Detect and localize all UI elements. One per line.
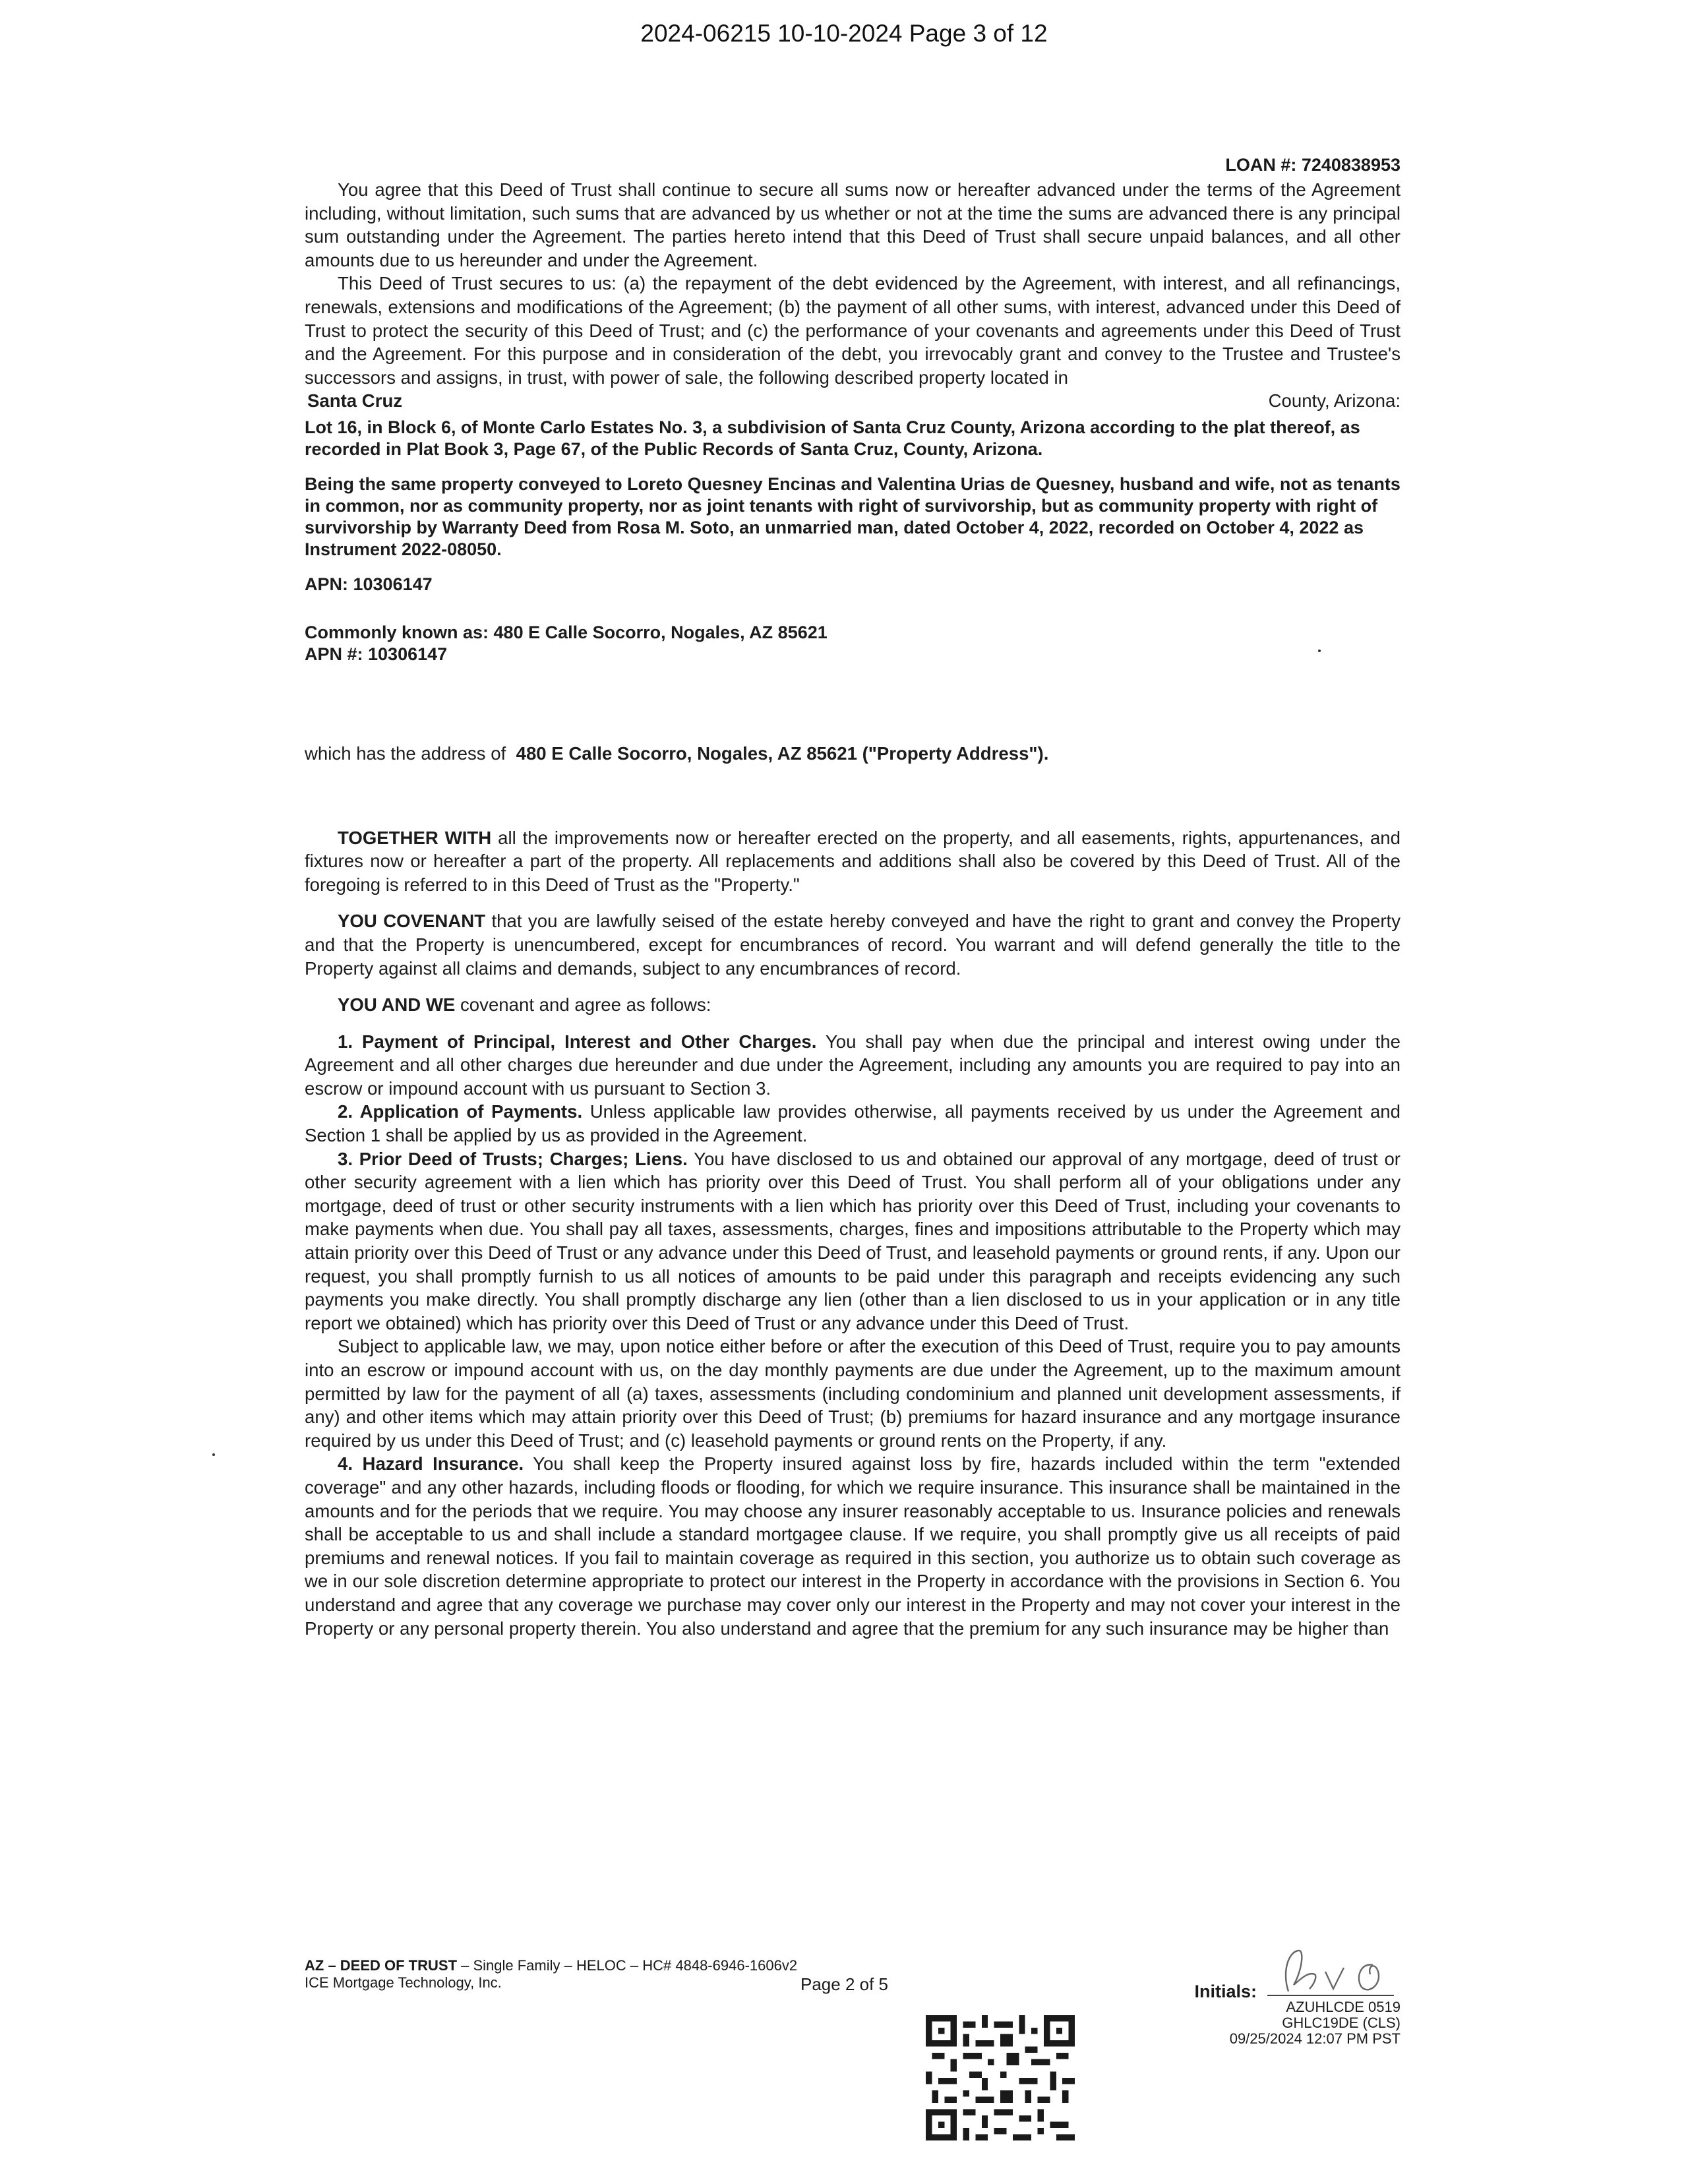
section-4-text: You shall keep the Property insured against loss by fire, hazards included within the term "extended coverage" and any other hazards, including floods or flooding, for which we require insurance. This insurance shall be maintained in the amounts and for the periods that we require. You may choose any insurer reasonably acceptable to us. Insurance policies and renewals shall be acceptable to us and shall include a standard mortgagee clause. If we require, you shall promptly give us all receipts of paid premiums and renewal notices. If you fail to maintain coverage as required in this section, you authorize us to obtain such coverage as we in our sole discretion determine appropriate to protect our interest in the Property in accordance with the provisions in Section 6. You understand and agree that any coverage we purchase may cover only our interest in the Property and may not cover your interest in the Property or any personal property therein. You also understand and agree that the premium for any such insurance may be higher than (305, 1453, 1401, 1639)
property-address-lead: which has the address of (305, 743, 506, 764)
form-timestamp: 09/25/2024 12:07 PM PST (1229, 2030, 1401, 2047)
section-1 (305, 1030, 1401, 1101)
intro-paragraph-2-text: This Deed of Trust secures to us: (a) the repayment of the debt evidenced by the Agreement, with interest, and all refinancings, renewals, extensions and modifications of the Agreement; (b) the payment of all other sums, with interest, advanced under this Deed of Trust to protect the security of this Deed of Trust; and (c) the performance of your covenants and agreements under this Deed of Trust and the Agreement. For this purpose and in consideration of the debt, you irrevocably grant and convey to the Trustee and Trustee's successors and assigns, in trust, with power of sale, the following described property located in (305, 273, 1401, 388)
form-title (305, 1957, 797, 1974)
initials-block (1194, 1945, 1401, 2047)
covenant-text: that you are lawfully seised of the estate hereby conveyed and have the right to grant and convey the Property and that the Property is unencumbered, except for encumbrances of record. You warrant and will defend generally the title to the Property against all claims and demands, subject to any encumbrances of record. (305, 911, 1401, 979)
county-name: Santa Cruz (307, 390, 403, 411)
form-title-bold: AZ – DEED OF TRUST (305, 1957, 458, 1974)
section-2 (305, 1100, 1401, 1147)
initials-label: Initials: (1194, 1982, 1257, 2001)
loan-number: LOAN #: 7240838953 (1225, 155, 1401, 175)
covenant-paragraph (305, 909, 1401, 980)
scan-speck (1318, 650, 1321, 652)
conveyance-clause: Being the same property conveyed to Loreto Quesney Encinas and Valentina Urias de Quesney, husband and wife, not as tenants in common, nor as community property, nor as joint tenants with right of survivorship, but as community property with right of survivorship by Warranty Deed from Rosa M. Soto, an unmarried man, dated October 4, 2022, recorded on October 4, 2022 as Instrument 2022-08050. (305, 473, 1401, 559)
intro-paragraph-2 (305, 272, 1401, 389)
barcode-image (926, 2015, 1075, 2140)
page-number: Page 2 of 5 (800, 1974, 888, 1994)
section-4-heading: 4. Hazard Insurance. (338, 1453, 524, 1474)
together-with-text: all the improvements now or hereafter erected on the property, and all easements, rights, appurtenances, and fixtures now or hereafter a part of the property. All replacements and additions shall also be covered by this Deed of Trust. All of the foregoing is referred to in this Deed of Trust as the "Property." (305, 827, 1401, 895)
intro-paragraph-1: You agree that this Deed of Trust shall continue to secure all sums now or hereafter advanced under the terms of the Agreement including, without limitation, such sums that are advanced by us whether or not at the time the sums are advanced there is any principal sum outstanding under the Agreement. The parties hereto intend that this Deed of Trust shall secure unpaid balances, and all other amounts due to us hereunder and under the Agreement. (305, 179, 1401, 270)
property-address-line (305, 742, 1401, 766)
apn-line: APN: 10306147 (305, 574, 433, 594)
covenant-lead: YOU COVENANT (338, 911, 486, 932)
section-2-heading: 2. Application of Payments. (338, 1101, 583, 1122)
form-identifier (305, 1957, 797, 1991)
together-with-paragraph (305, 826, 1401, 897)
you-and-we-paragraph (305, 993, 1401, 1017)
initials-signature (1262, 1945, 1401, 1999)
county-line (305, 389, 1401, 413)
legal-description: Lot 16, in Block 6, of Monte Carlo Estates No. 3, a subdivision of Santa Cruz County, Arizona according to the plat thereof, as recorded in Plat Book 3, Page 67, of the Public Records of Santa Cruz, County, Arizona. (305, 417, 1360, 459)
section-1-heading: 1. Payment of Principal, Interest and Other Charges. (338, 1031, 817, 1052)
section-3-text: You have disclosed to us and obtained our approval of any mortgage, deed of trust or other security agreement with a lien which has priority over this Deed of Trust. You shall perform all of your obligations under any mortgage, deed of trust or other security instruments with a lien which has priority over this Deed of Trust, including your covenants to make payments when due. You shall pay all taxes, assessments, charges, fines and impositions attributable to the Property which may attain priority over this Deed of Trust or any advance under this Deed of Trust, and leasehold payments or ground rents, if any. Upon our request, you shall promptly furnish to us all notices of amounts to be paid under this paragraph and receipts evidencing any such payments you make directly. You shall promptly discharge any lien (other than a lien disclosed to us in your application or in any title report we obtained) which has priority over this Deed of Trust or any advance under this Deed of Trust. (305, 1148, 1401, 1333)
section-1-text: You shall pay when due the principal and interest owing under the Agreement and all other charges due hereunder and due under the Agreement, including any amounts you are required to pay into an escrow or impound account with us pursuant to Section 3. (305, 1031, 1401, 1099)
scan-speck-margin (212, 1453, 215, 1456)
property-address-value: 480 E Calle Socorro, Nogales, AZ 85621 ("Property Address"). (516, 743, 1049, 764)
you-and-we-text: covenant and agree as follows: (455, 994, 711, 1016)
form-title-rest: – Single Family – HELOC – HC# 4848-6946-1606v2 (457, 1957, 798, 1974)
escrow-paragraph: Subject to applicable law, we may, upon notice either before or after the execution of this Deed of Trust, require you to pay amounts into an escrow or impound account with us, on the day monthly payments are due under the Agreement, up to the maximum amount permitted by law for the payment of all (a) taxes, assessments (including condominium and planned unit development assessments, if any) and other items which may attain priority over this Deed of Trust; (b) premiums for hazard insurance and any mortgage insurance required by us under this Deed of Trust; and (c) leasehold payments or ground rents on the Property, if any. (305, 1336, 1401, 1451)
section-2-text: Unless applicable law provides otherwise, all payments received by us under the Agreement and Section 1 shall be applied by us as provided in the Agreement. (305, 1101, 1401, 1146)
apn-number-line: APN #: 10306147 (305, 644, 448, 664)
common-address-line: Commonly known as: 480 E Calle Socorro, Nogales, AZ 85621 (305, 622, 828, 642)
county-state: County, Arizona: (1268, 390, 1401, 411)
section-4 (305, 1452, 1401, 1640)
section-3 (305, 1147, 1401, 1335)
together-with-lead: TOGETHER WITH (338, 827, 492, 848)
document-body (305, 178, 1401, 1640)
form-code-2: GHLC19DE (CLS) (1282, 2015, 1401, 2031)
you-and-we-lead: YOU AND WE (338, 994, 456, 1016)
vendor-name: ICE Mortgage Technology, Inc. (305, 1974, 502, 1991)
recording-stamp: 2024-06215 10-10-2024 Page 3 of 12 (640, 20, 1048, 47)
form-code-1: AZUHLCDE 0519 (1286, 1999, 1401, 2015)
section-3-heading: 3. Prior Deed of Trusts; Charges; Liens. (338, 1148, 688, 1169)
